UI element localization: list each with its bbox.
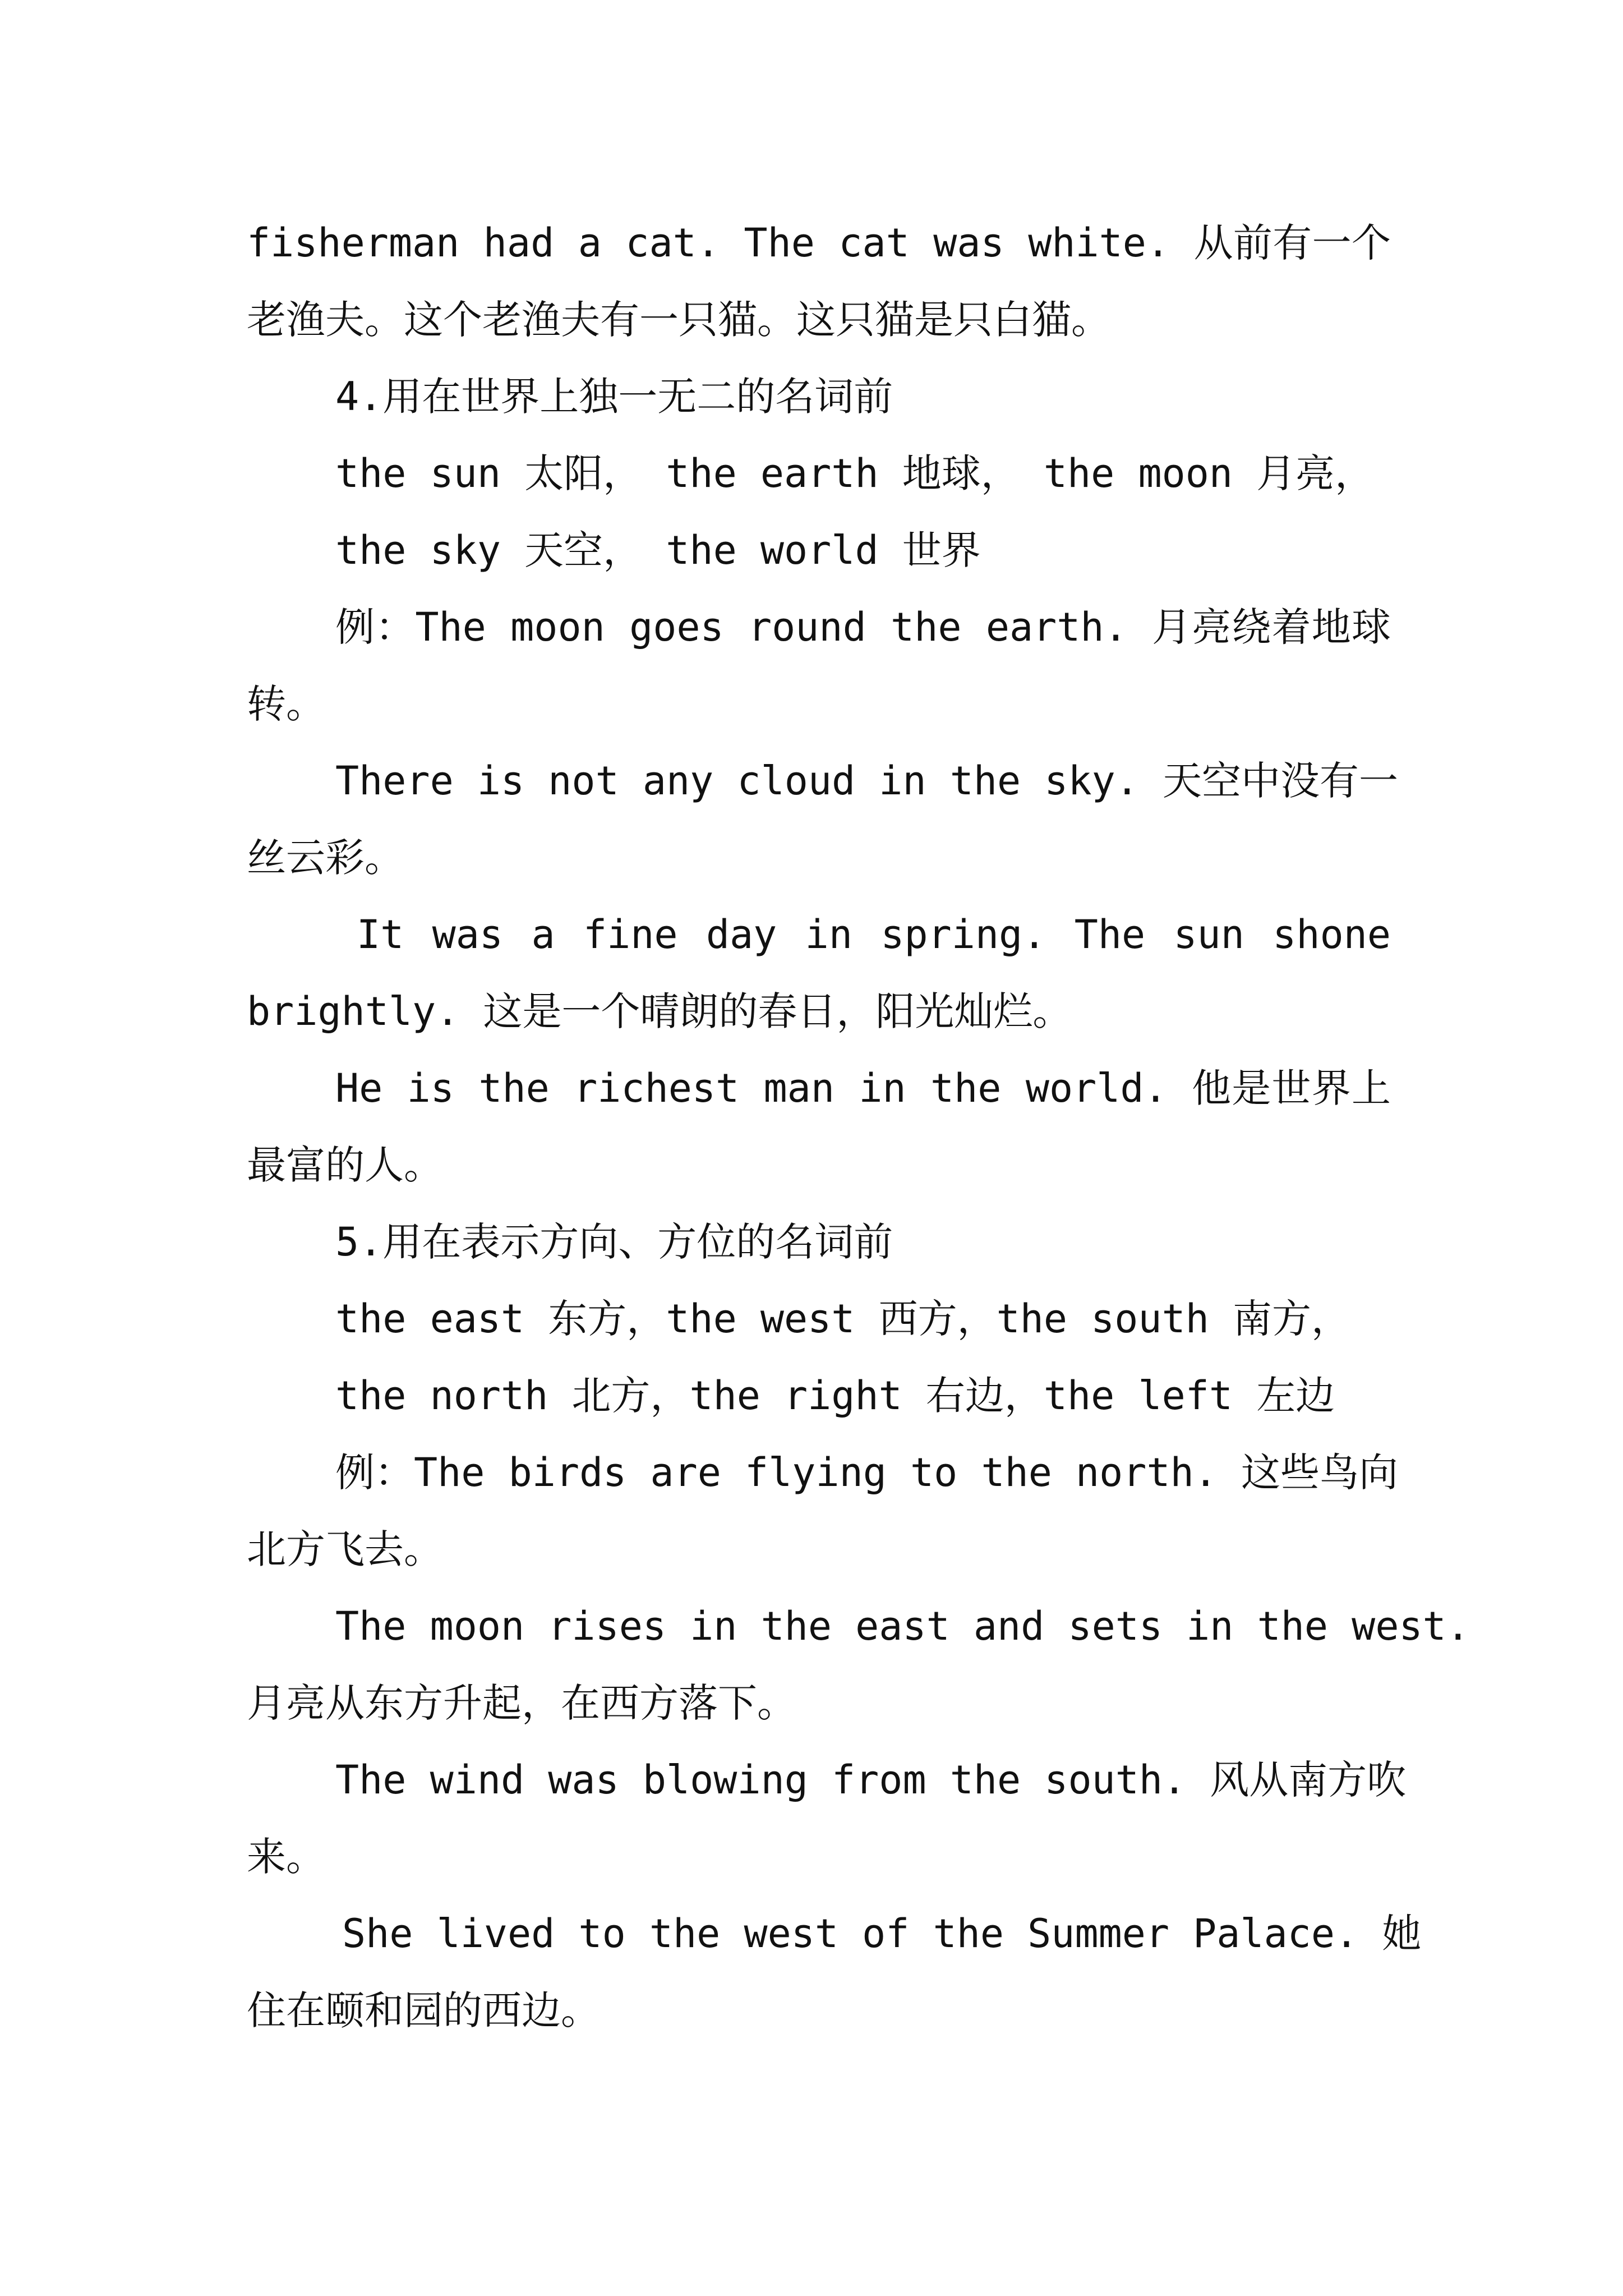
text-line: the east 东方，the west 西方，the south 南方， [335, 1296, 1351, 1342]
example-line: He is the richest man in the world. 他是世界上 [335, 1065, 1391, 1111]
example-line: The moon rises in the east and sets in the west. [335, 1603, 1470, 1649]
text-line: 老渔夫。这个老渔夫有一只猫。这只猫是只白猫。 [247, 297, 1110, 343]
text-line: the sun 太阳， the earth 地球， the moon 月亮， [335, 450, 1375, 496]
text-line: 丝云彩。 [247, 835, 404, 881]
text-line: 最富的人。 [247, 1142, 443, 1188]
example-line: 例：The moon goes round the earth. 月亮绕着地球 [335, 604, 1391, 650]
example-line: She lived to the west of the Summer Palace. 她 [342, 1911, 1422, 1957]
example-line: It was a fine day in spring. The sun shone [357, 912, 1391, 958]
section-heading: 5.用在表示方向、方位的名词前 [335, 1219, 893, 1265]
example-line: The wind was blowing from the south. 风从南方吹 [335, 1757, 1407, 1803]
text-line: 月亮从东方升起，在西方落下。 [247, 1680, 796, 1726]
text-line: fisherman had a cat. The cat was white. 从前有一个 [247, 220, 1391, 266]
text-line: 住在颐和园的西边。 [247, 1987, 600, 2033]
text-line: 来。 [247, 1834, 325, 1880]
text-line: brightly. 这是一个晴朗的春日，阳光灿烂。 [247, 988, 1072, 1034]
text-line: the north 北方，the right 右边，the left 左边 [335, 1373, 1335, 1419]
example-line: There is not any cloud in the sky. 天空中没有一 [335, 758, 1399, 804]
example-line: 例：The birds are flying to the north. 这些鸟向 [335, 1450, 1399, 1496]
section-heading: 4.用在世界上独一无二的名词前 [335, 374, 893, 420]
text-line: 转。 [247, 681, 325, 727]
text-line: 北方飞去。 [247, 1526, 443, 1572]
text-line: the sky 天空， the world 世界 [335, 527, 981, 573]
